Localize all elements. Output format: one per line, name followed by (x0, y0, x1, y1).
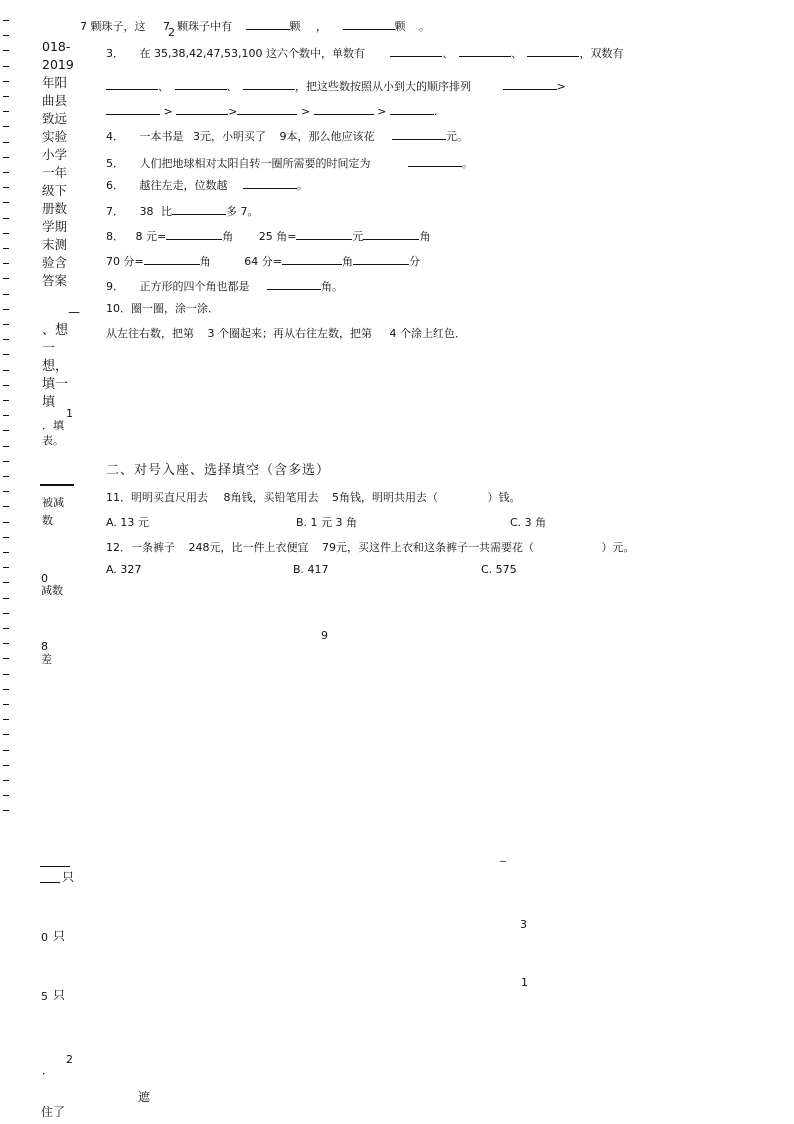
q3-odd-blank-1[interactable] (390, 45, 442, 57)
margin-dash (3, 370, 9, 371)
margin-dash (3, 643, 9, 644)
q9-text: 9． 正方形的四个角也都是 角。 (106, 280, 343, 293)
margin-dash (3, 598, 9, 599)
margin-dash (3, 415, 9, 416)
margin-dash (3, 202, 9, 203)
margin-dash (3, 339, 9, 340)
num-2: 2 (66, 1053, 73, 1066)
margin-dash (3, 719, 9, 720)
margin-dash (3, 704, 9, 705)
cell-value-0: 0 (41, 572, 48, 585)
q12-option-b[interactable]: B. 417 (293, 563, 329, 576)
margin-dash (3, 795, 9, 796)
margin-dash (3, 354, 9, 355)
q8-line-2: 70 分= 角 64 分= 角 分 (106, 255, 420, 268)
q3-even-blank-3[interactable] (243, 78, 295, 90)
q10-text: 10．圈一圈，涂一涂． (106, 302, 219, 315)
unit-zhi-3: 只 (53, 988, 66, 1002)
q3-order-blank-1[interactable] (503, 78, 557, 90)
num-0: 0 (41, 931, 48, 944)
margin-dash (3, 658, 9, 659)
q6-text: 6． 越往左走，位数越 。 (106, 179, 308, 192)
unit-zhi-2: 只 (53, 929, 66, 943)
margin-dash (3, 400, 9, 401)
section2-title: 二、对号入座、选择填空（含多选） (106, 463, 331, 478)
margin-dash (3, 522, 9, 523)
q3-order-blank-2[interactable] (106, 103, 160, 115)
q3-line-2: 、 、 ，把这些数按照从小到大的顺序排列 > (106, 78, 566, 92)
q3-order-blank-6[interactable] (390, 103, 434, 115)
stray-dash: _ (500, 849, 506, 862)
q3-order-blank-5[interactable] (314, 103, 374, 115)
word-zhe: 遮 (138, 1090, 151, 1104)
margin-dash (3, 96, 9, 97)
margin-dash (3, 582, 9, 583)
q8-blank-2[interactable] (296, 228, 352, 240)
row-label-subtrahend: 减数 (41, 584, 63, 597)
margin-dash (3, 172, 9, 173)
q8-blank-6[interactable] (353, 253, 409, 265)
q2-blank-2[interactable] (343, 18, 395, 30)
table-top-rule (40, 484, 74, 486)
q4-blank[interactable] (392, 128, 446, 140)
margin-dash (3, 248, 9, 249)
q11-option-b[interactable]: B. 1 元 3 角 (296, 516, 358, 529)
q11-text: 11．明明买直尺用去 8角钱，买铅笔用去 5角钱，明明共用去（ ）钱。 (106, 491, 521, 504)
num-5: 5 (41, 990, 48, 1003)
q9-blank[interactable] (267, 278, 321, 290)
q7-blank[interactable] (172, 203, 226, 215)
margin-dash (3, 734, 9, 735)
table-number: 1 (66, 407, 73, 420)
q7-text: 7． 38 比 多 7。 (106, 205, 259, 218)
q3-even-blank-2[interactable] (175, 78, 227, 90)
q10-instruction: 从左往右数，把第 3 个圈起来；再从右往左数，把第 4 个涂上红色． (106, 327, 466, 340)
margin-dash (3, 81, 9, 82)
dot-mark: ． (42, 1064, 53, 1077)
q5-blank[interactable] (408, 155, 462, 167)
q3-line-1: 3． 在 35,38,42,47,53,100 这六个数中，单数有 、 、 ，双数有 (106, 47, 624, 60)
q5-text: 5． 人们把地球相对太阳自转一圈所需要的时间定为 。 (106, 157, 473, 170)
margin-dash (3, 491, 9, 492)
margin-dash (3, 750, 9, 751)
q2-blank-1[interactable] (246, 18, 290, 30)
margin-dash (3, 689, 9, 690)
cell-value-8: 8 (41, 640, 48, 653)
margin-dash (3, 218, 9, 219)
margin-dash (3, 50, 9, 51)
q8-blank-4[interactable] (144, 253, 200, 265)
margin-dash (3, 233, 9, 234)
q2-text: 7 颗珠子，这 72 颗珠子中有 颗 ， 颗 。 (80, 20, 430, 39)
margin-dash (3, 35, 9, 36)
margin-dash (3, 810, 9, 811)
margin-dash (3, 552, 9, 553)
stray-number-3: 3 (520, 918, 527, 931)
q4-text: 4． 一本书是 3元，小明买了 9本，那么他应该花 元。 (106, 130, 468, 143)
q12-option-c[interactable]: C. 575 (481, 563, 517, 576)
margin-dash (3, 674, 9, 675)
margin-dash (3, 461, 9, 462)
table-instruction: ．填表。 (42, 419, 64, 447)
margin-dash (3, 476, 9, 477)
margin-dash (3, 613, 9, 614)
margin-dash (3, 20, 9, 21)
margin-dash (3, 430, 9, 431)
section1-title-vertical: 、想一想，填一填 (42, 323, 69, 410)
margin-dash (3, 142, 9, 143)
blank-rule-2 (40, 882, 60, 883)
document-title-vertical: 018-2019年阳曲县致远实验小学一年级下册数学期末测验含答案 (42, 39, 74, 288)
q12-option-a[interactable]: A. 327 (106, 563, 142, 576)
q8-blank-1[interactable] (166, 228, 222, 240)
row-label-minuend: 被减数 (42, 496, 64, 527)
stray-number-1: 1 (521, 976, 528, 989)
margin-dash (3, 780, 9, 781)
q3-line-3: > > > > . (106, 103, 437, 117)
margin-dash (3, 111, 9, 112)
q3-even-blank-1[interactable] (106, 78, 158, 90)
q3-odd-blank-2[interactable] (459, 45, 511, 57)
margin-dash-mark: — (68, 305, 80, 319)
blank-rule-1 (40, 866, 70, 867)
margin-dash (3, 385, 9, 386)
margin-dash (3, 263, 9, 264)
q8-line-1: 8． 8 元= 角 25 角= 元 角 (106, 230, 431, 243)
q3-odd-blank-3[interactable] (527, 45, 579, 57)
q12-text: 12．一条裤子 248元，比一件上衣便宜 79元，买这件上衣和这条裤子一共需要花（ ）元。 (106, 541, 635, 554)
margin-dash (3, 537, 9, 538)
margin-dash (3, 294, 9, 295)
page-number-9: 9 (321, 629, 328, 642)
margin-dash (3, 126, 9, 127)
margin-dash (3, 506, 9, 507)
row-label-difference: 差 (41, 653, 52, 666)
margin-dash (3, 187, 9, 188)
q11-option-c[interactable]: C. 3 角 (510, 516, 547, 529)
margin-dash (3, 765, 9, 766)
margin-dash (3, 66, 9, 67)
margin-dash (3, 157, 9, 158)
q3-order-blank-4[interactable] (237, 103, 297, 115)
margin-dash (3, 309, 9, 310)
q8-blank-3[interactable] (363, 228, 419, 240)
unit-zhi-1: 只 (62, 870, 75, 884)
margin-dash (3, 567, 9, 568)
q6-blank[interactable] (243, 177, 297, 189)
margin-dash (3, 324, 9, 325)
word-zhule: 住了 (41, 1105, 66, 1119)
margin-dash (3, 446, 9, 447)
q11-option-a[interactable]: A. 13 元 (106, 516, 149, 529)
margin-dash (3, 278, 9, 279)
q3-order-blank-3[interactable] (176, 103, 228, 115)
margin-dash (3, 628, 9, 629)
q8-blank-5[interactable] (282, 253, 342, 265)
